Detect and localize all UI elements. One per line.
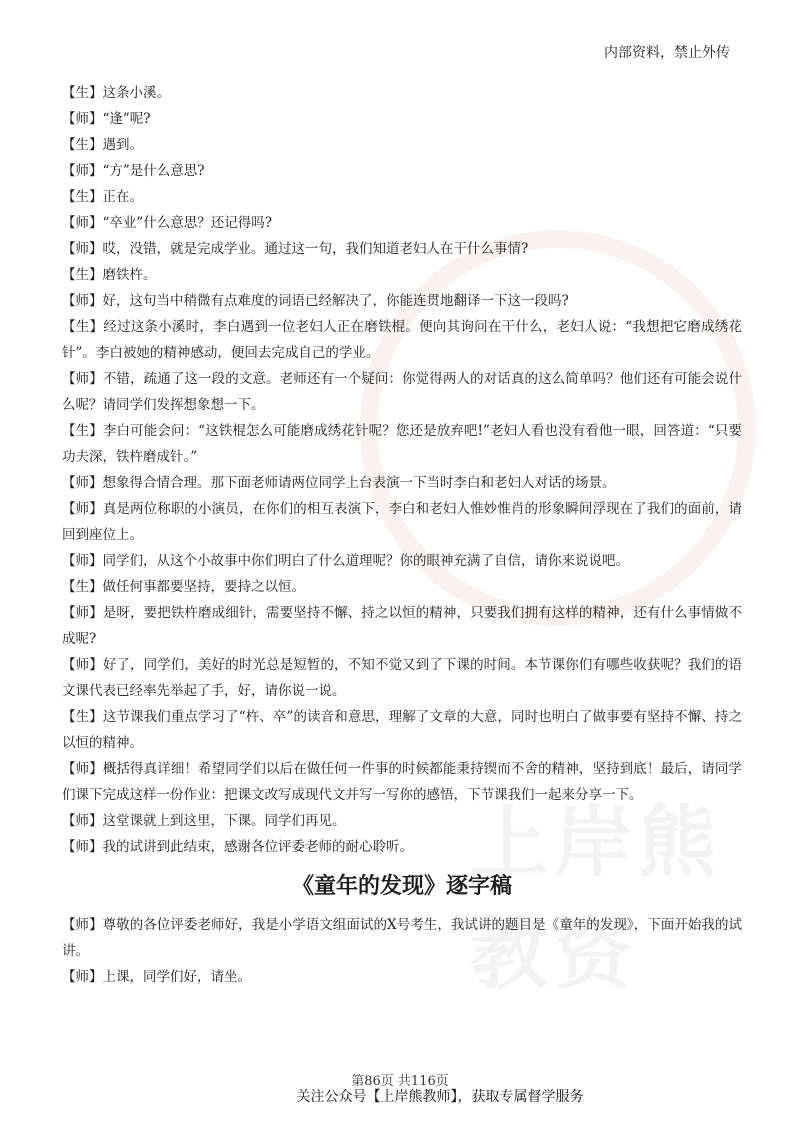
- dialogue-line: [62, 418, 742, 470]
- dialogue-line: [62, 912, 742, 964]
- line-text: 不错，疏通了这一段的文意。老师还有一个疑问：你觉得两人的对话真的这么简单吗？他们还有可能会说什么呢？请同学们发挥想象想一下。: [62, 371, 743, 413]
- line-text: 好，这句当中稍微有点难度的词语已经解决了，你能连贯地翻译一下这一段吗?: [102, 293, 569, 309]
- dialogue-line: [62, 834, 742, 860]
- speaker-tag: 【生】: [62, 189, 103, 205]
- speaker-tag: 【师】: [62, 761, 103, 777]
- line-text: 哎，没错，就是完成学业。通过这一句，我们知道老妇人在干什么事情?: [102, 241, 529, 257]
- dialogue-line: [62, 314, 742, 366]
- confidential-note: 内部资料，禁止外传: [604, 45, 730, 61]
- line-text: 磨铁杵。: [102, 267, 157, 283]
- line-text: 尊敬的各位评委老师好，我是小学语文组面试的X号考生，我试讲的题目是《童年的发现》，下面开始我的试讲。: [62, 917, 743, 959]
- line-text: 正在。: [102, 189, 143, 205]
- speaker-tag: 【生】: [62, 709, 103, 725]
- line-text: 李白可能会问：“这铁棍怎么可能磨成绣花针呢？您还是放弃吧!”老妇人看也没有看他一眼，回答道：“只要功夫深，铁杵磨成针。”: [62, 423, 742, 465]
- line-text: “逢”呢?: [102, 111, 151, 127]
- line-text: 想象得合情合理。那下面老师请两位同学上台表演一下当时李白和老妇人对话的场景。: [102, 475, 616, 491]
- speaker-tag: 【生】: [62, 85, 103, 101]
- dialogue-line: [62, 288, 742, 314]
- speaker-tag: 【师】: [62, 657, 103, 673]
- dialogue-line: [62, 704, 742, 756]
- line-text: “卒业”什么意思？还记得吗?: [102, 215, 273, 231]
- dialogue-line: [62, 366, 742, 418]
- dialogue-line: [62, 262, 742, 288]
- speaker-tag: 【师】: [62, 111, 103, 127]
- speaker-tag: 【生】: [62, 319, 104, 335]
- dialogue-line: [62, 574, 742, 600]
- dialogue-line: [62, 600, 742, 652]
- line-text: “方”是什么意思?: [102, 163, 205, 179]
- line-text: 真是两位称职的小演员，在你们的相互表演下，李白和老妇人惟妙惟肖的形象瞬间浮现在了我们的面前，请回到座位上。: [62, 501, 743, 543]
- speaker-tag: 【生】: [62, 267, 103, 283]
- dialogue-line: [62, 808, 742, 834]
- dialogue-line: [62, 756, 742, 808]
- line-text: 上课，同学们好，请坐。: [102, 969, 251, 985]
- speaker-tag: 【师】: [62, 605, 103, 621]
- speaker-tag: 【师】: [62, 501, 103, 517]
- speaker-tag: 【师】: [62, 839, 103, 855]
- line-text: 这节课我们重点学习了“杵、卒”的读音和意思，理解了文章的大意，同时也明白了做事要有坚持不懈、持之以恒的精神。: [62, 709, 742, 751]
- speaker-tag: 【师】: [62, 241, 103, 257]
- speaker-tag: 【师】: [62, 475, 103, 491]
- dialogue-line: [62, 80, 742, 106]
- speaker-tag: 【师】: [62, 293, 103, 309]
- speaker-tag: 【师】: [62, 163, 103, 179]
- dialogue-line: [62, 106, 742, 132]
- dialogue-line: [62, 210, 742, 236]
- section-dialogue-list: [62, 912, 742, 990]
- speaker-tag: 【师】: [62, 813, 103, 829]
- speaker-tag: 【师】: [62, 371, 103, 387]
- speaker-tag: 【师】: [62, 553, 103, 569]
- speaker-tag: 【师】: [62, 215, 103, 231]
- line-text: 同学们，从这个小故事中你们明白了什么道理呢？你的眼神充满了自信，请你来说说吧。: [102, 553, 629, 569]
- dialogue-line: [62, 158, 742, 184]
- dialogue-line: [62, 496, 742, 548]
- line-text: 好了，同学们，美好的时光总是短暂的，不知不觉又到了下课的时间。本节课你们有哪些收获呢？我们的语文课代表已经率先举起了手，好，请你说一说。: [62, 657, 743, 699]
- dialogue-list: [62, 80, 742, 860]
- dialogue-line: [62, 548, 742, 574]
- speaker-tag: 【生】: [62, 579, 103, 595]
- line-text: 这条小溪。: [102, 85, 170, 101]
- dialogue-line: [62, 964, 742, 990]
- line-text: 这堂课就上到这里，下课。同学们再见。: [102, 813, 346, 829]
- transcript-body: [62, 80, 742, 990]
- footer-promo: 关注公众号【上岸熊教师】，获取专属督学服务: [296, 1089, 584, 1105]
- line-text: 我的试讲到此结束，感谢各位评委老师的耐心聆听。: [102, 839, 413, 855]
- speaker-tag: 【生】: [62, 137, 103, 153]
- line-text: 是呀，要把铁杵磨成细针，需要坚持不懈、持之以恒的精神，只要我们拥有这样的精神，还有什么事情做不成呢?: [62, 605, 743, 647]
- dialogue-line: [62, 470, 742, 496]
- speaker-tag: 【师】: [62, 969, 103, 985]
- dialogue-line: [62, 236, 742, 262]
- line-text: 概括得真详细！希望同学们以后在做任何一件事的时候都能秉持锲而不舍的精神，坚持到底！最后，请同学们课下完成这样一份作业：把课文改写成现代文并写一写你的感悟，下节课我们一起来分享一下。: [62, 761, 743, 803]
- watermark-text: 上岸熊教资: [470, 798, 723, 1000]
- line-text: 做任何事都要坚持，要持之以恒。: [102, 579, 305, 595]
- dialogue-line: [62, 132, 742, 158]
- line-text: 经过这条小溪时，李白遇到一位老妇人正在磨铁棍。便向其询问在干什么，老妇人说：“我想把它磨成绣花针”。李白被她的精神感动，便回去完成自己的学业。: [62, 319, 743, 361]
- dialogue-line: [62, 184, 742, 210]
- speaker-tag: 【师】: [62, 917, 103, 933]
- dialogue-line: [62, 652, 742, 704]
- section-title: 《童年的发现》逐字稿: [291, 874, 512, 899]
- speaker-tag: 【生】: [62, 423, 103, 439]
- line-text: 遇到。: [102, 137, 143, 153]
- page-number: 第86页 共116页: [351, 1074, 449, 1089]
